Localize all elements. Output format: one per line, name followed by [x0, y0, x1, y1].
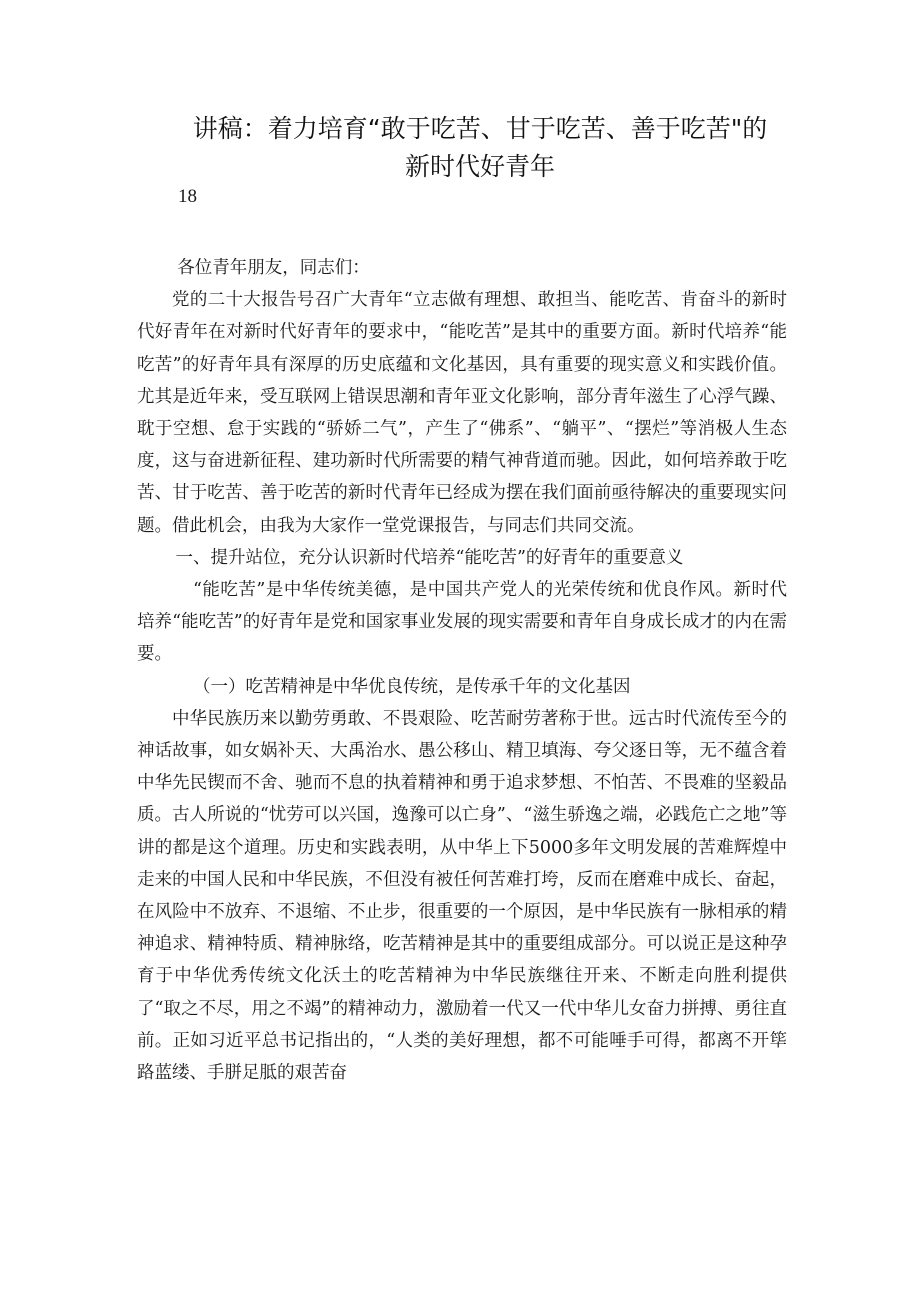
- page-number: 18: [178, 186, 197, 207]
- document-title: [130, 110, 830, 186]
- greeting: 各位青年朋友，同志们：: [177, 258, 370, 278]
- subsection-heading-1: （一）吃苦精神是中华优良传统，是传承千年的文化基因: [193, 676, 631, 697]
- section-1-paragraph: “能吃苦”是中华传统美德，是中国共产党人的光荣传统和优良作风。新时代培养“能吃苦”的好青年是党和国家事业发展的现实需要和青年自身成长成才的内在需要。: [137, 580, 787, 665]
- intro-paragraph: 党的二十大报告号召广大青年“立志做有理想、敢担当、能吃苦、肯奋斗的新时代好青年在对新时代好青年的要求中，“能吃苦”是其中的重要方面。新时代培养“能吃苦”的好青年具有深厚的历史底蕴和文化基因，具有重要的现实意义和实践价值。尤其是近年来，受互联网上错误思潮和青年亚文化影响，部分青年滋生了心浮气躁、耽于空想、怠于实践的“骄娇二气”，产生了“佛系”、“躺平”、“摆烂”等消极人生态度，这与奋进新征程、建功新时代所需要的精气神背道而驰。因此，如何培养敢于吃苦、甘于吃苦、善于吃苦的新时代青年已经成为摆在我们面前亟待解决的重要现实问题。借此机会，由我为大家作一堂党课报告，与同志们共同交流。: [137, 290, 787, 536]
- subsection-1-paragraph: 中华民族历来以勤劳勇敢、不畏艰险、吃苦耐劳著称于世。远古时代流传至今的神话故事，如女娲补天、大禹治水、愚公移山、精卫填海、夸父逐日等，无不蕴含着中华先民锲而不舍、驰而不息的执着精神和勇于追求梦想、不怕苦、不畏难的坚毅品质。古人所说的“忧劳可以兴国，逸豫可以亡身”、“滋生骄逸之端，必践危亡之地”等讲的都是这个道理。历史和实践表明，从中华上下5000多年文明发展的苦难辉煌中走来的中国人民和中华民族，不但没有被任何苦难打垮，反而在磨难中成长、奋起，在风险中不放弃、不退缩、不止步，很重要的一个原因，是中华民族有一脉相承的精神追求、精神特质、精神脉络，吃苦精神是其中的重要组成部分。可以说正是这种孕育于中华优秀传统文化沃土的吃苦精神为中华民族继往开来、不断走向胜利提供了“取之不尽，用之不竭”的精神动力，激励着一代又一代中华儿女奋力拼搏、勇往直前。正如习近平总书记指出的，“人类的美好理想，都不可能唾手可得，都离不开筚路蓝缕、手胼足胝的艰苦奋: [137, 708, 787, 1084]
- document-body: [137, 252, 787, 1089]
- section-heading-1: 一、提升站位，充分认识新时代培养“能吃苦”的好青年的重要意义: [175, 547, 684, 568]
- title-line-2: 新时代好青年: [404, 152, 555, 181]
- title-line-1: 讲稿：着力培育“敢于吃苦、甘于吃苦、善于吃苦"的: [192, 114, 768, 143]
